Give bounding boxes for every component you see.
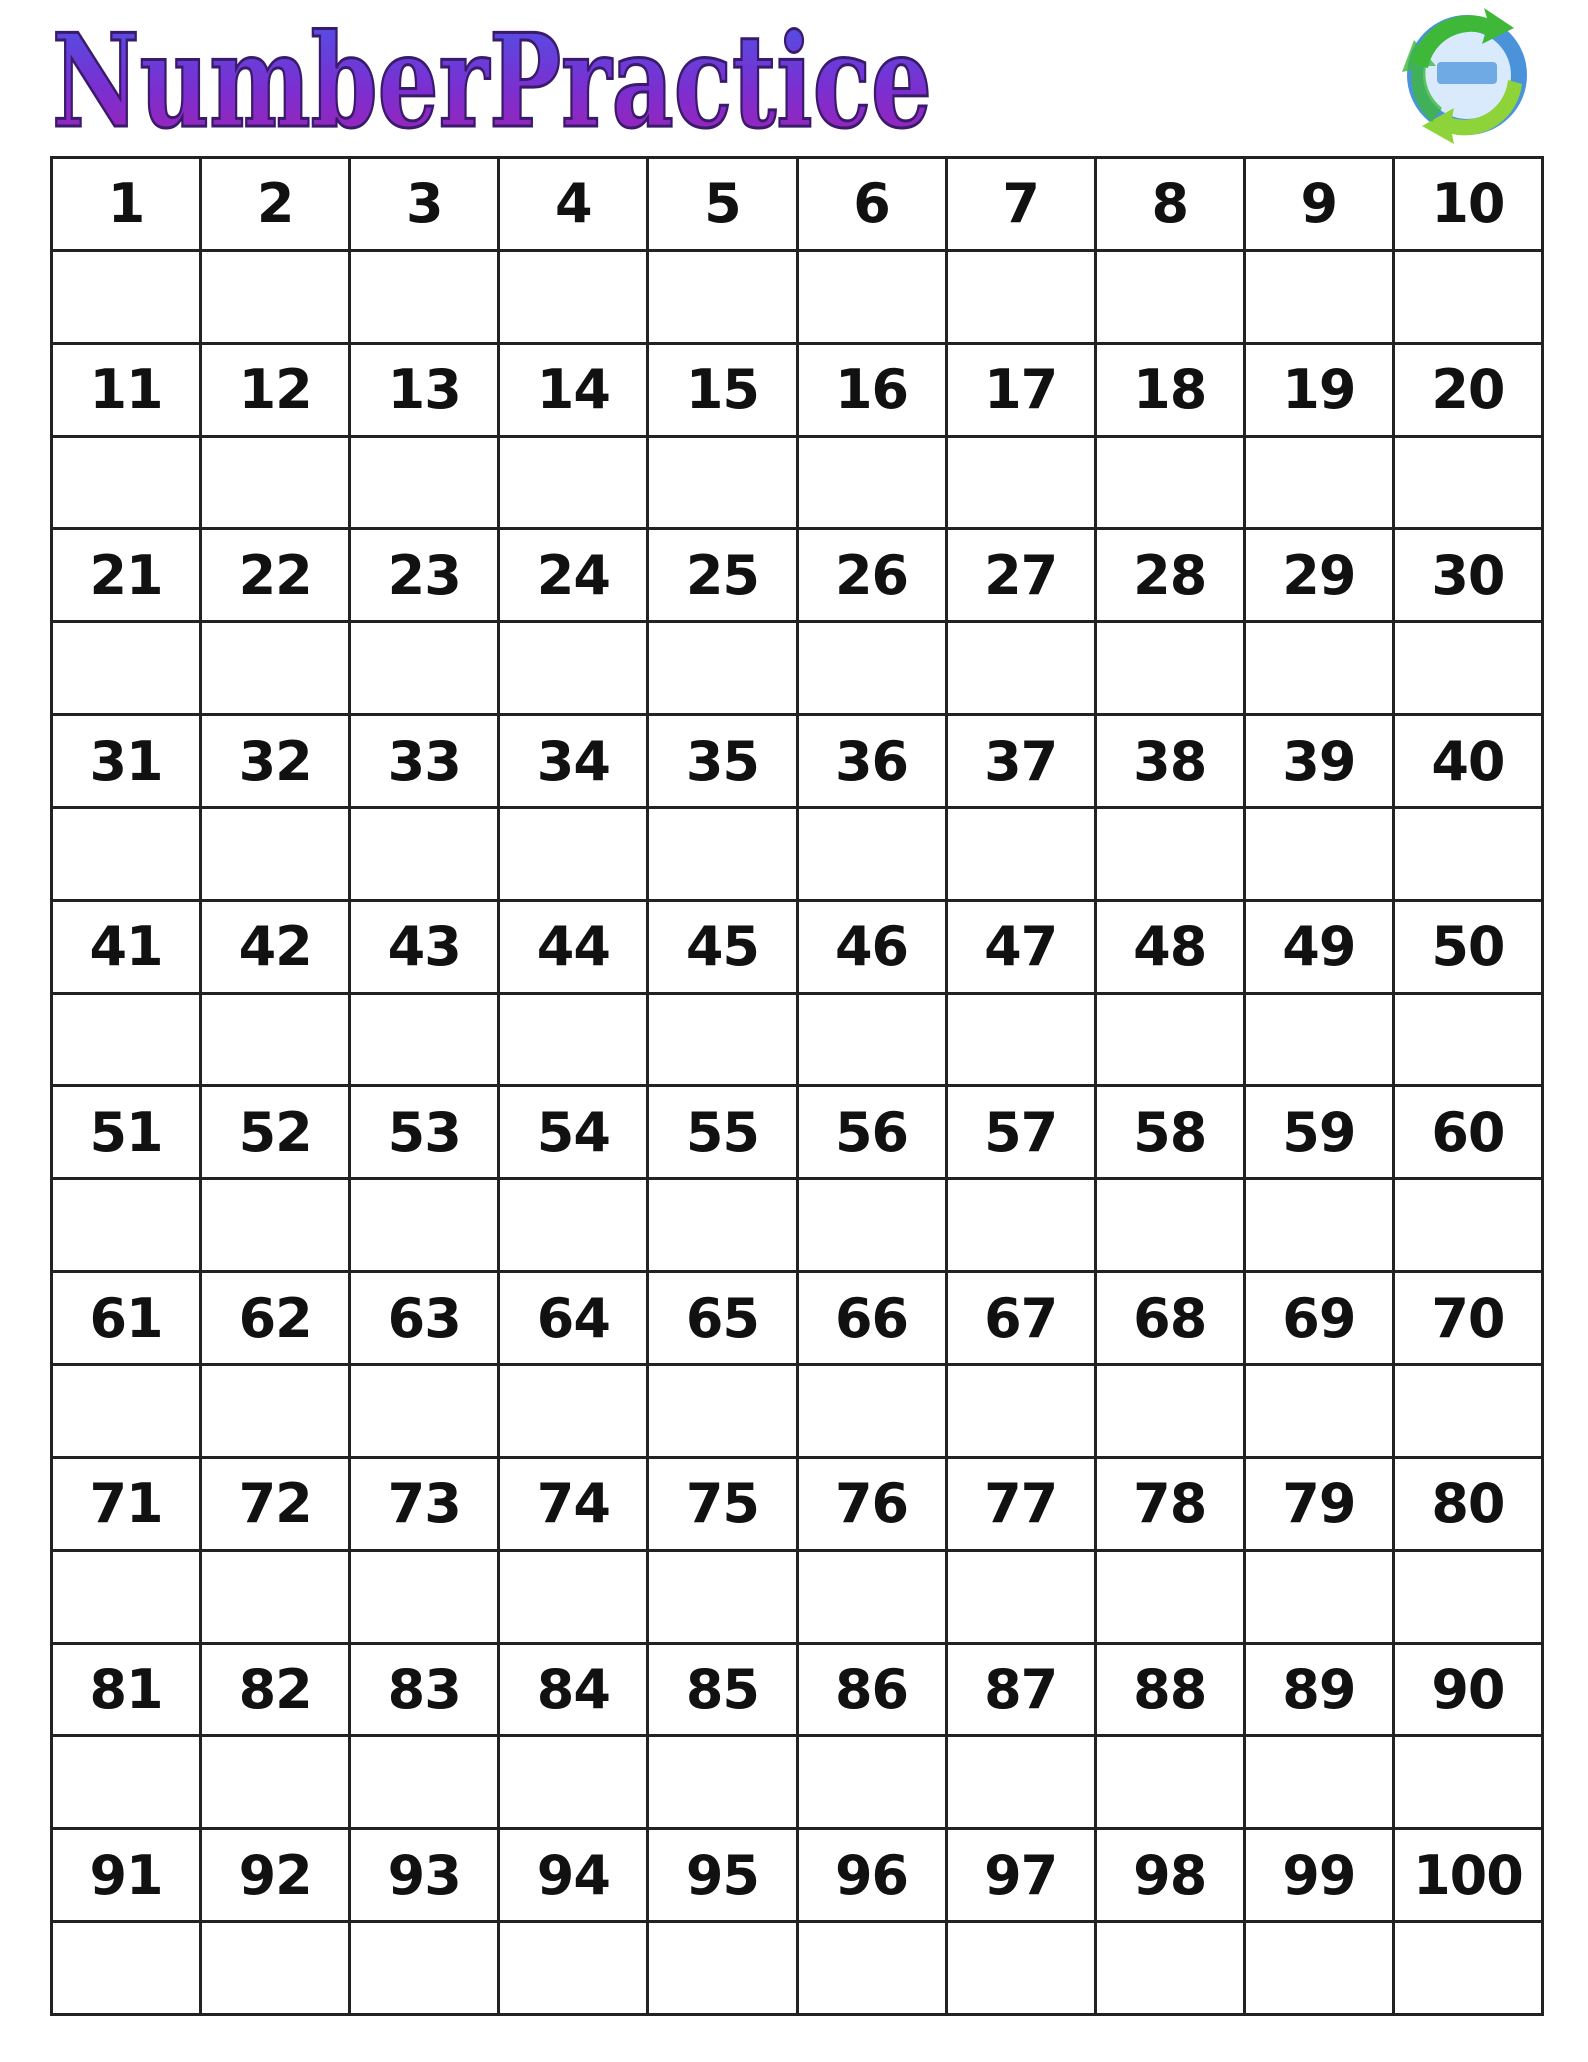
number-cell: 14 <box>500 345 649 438</box>
writing-cell[interactable] <box>1246 623 1395 716</box>
writing-cell[interactable] <box>1097 1737 1246 1830</box>
number-cell: 91 <box>53 1830 202 1923</box>
number-cell: 31 <box>53 716 202 809</box>
writing-cell[interactable] <box>649 1737 798 1830</box>
number-cell: 76 <box>799 1459 948 1552</box>
number-cell: 2 <box>202 159 351 252</box>
writing-cell[interactable] <box>202 1180 351 1273</box>
number-cell: 99 <box>1246 1830 1395 1923</box>
number-cell: 9 <box>1246 159 1395 252</box>
writing-cell[interactable] <box>202 1552 351 1645</box>
writing-cell[interactable] <box>799 1737 948 1830</box>
writing-cell[interactable] <box>202 1366 351 1459</box>
writing-cell[interactable] <box>1097 1366 1246 1459</box>
number-cell: 89 <box>1246 1645 1395 1738</box>
number-cell: 16 <box>799 345 948 438</box>
writing-cell[interactable] <box>649 995 798 1088</box>
writing-cell[interactable] <box>1097 809 1246 902</box>
number-cell: 43 <box>351 902 500 995</box>
number-cell: 7 <box>948 159 1097 252</box>
number-cell: 55 <box>649 1087 798 1180</box>
title-text: NumberPractice <box>52 7 932 157</box>
number-cell: 60 <box>1395 1087 1544 1180</box>
writing-cell[interactable] <box>53 438 202 531</box>
number-cell: 96 <box>799 1830 948 1923</box>
number-cell: 8 <box>1097 159 1246 252</box>
number-cell: 88 <box>1097 1645 1246 1738</box>
writing-cell[interactable] <box>53 1923 202 2016</box>
number-cell: 49 <box>1246 902 1395 995</box>
number-cell: 64 <box>500 1273 649 1366</box>
number-cell: 18 <box>1097 345 1246 438</box>
writing-cell[interactable] <box>1395 252 1544 345</box>
number-cell: 68 <box>1097 1273 1246 1366</box>
writing-cell[interactable] <box>948 252 1097 345</box>
writing-cell[interactable] <box>948 1923 1097 2016</box>
writing-cell[interactable] <box>948 809 1097 902</box>
number-cell: 74 <box>500 1459 649 1552</box>
writing-cell[interactable] <box>53 1366 202 1459</box>
number-cell: 11 <box>53 345 202 438</box>
number-cell: 38 <box>1097 716 1246 809</box>
writing-cell[interactable] <box>202 995 351 1088</box>
page-title <box>48 7 948 157</box>
number-cell: 58 <box>1097 1087 1246 1180</box>
writing-cell[interactable] <box>500 1737 649 1830</box>
number-cell: 97 <box>948 1830 1097 1923</box>
writing-cell[interactable] <box>1395 1366 1544 1459</box>
writing-cell[interactable] <box>799 995 948 1088</box>
number-cell: 94 <box>500 1830 649 1923</box>
writing-cell[interactable] <box>948 1366 1097 1459</box>
number-cell: 56 <box>799 1087 948 1180</box>
number-cell: 42 <box>202 902 351 995</box>
number-cell: 61 <box>53 1273 202 1366</box>
number-cell: 40 <box>1395 716 1544 809</box>
writing-cell[interactable] <box>948 1180 1097 1273</box>
number-cell: 75 <box>649 1459 798 1552</box>
number-cell: 32 <box>202 716 351 809</box>
writing-cell[interactable] <box>1395 623 1544 716</box>
writing-cell[interactable] <box>1097 438 1246 531</box>
writing-cell[interactable] <box>948 623 1097 716</box>
writing-cell[interactable] <box>1246 252 1395 345</box>
writing-cell[interactable] <box>1246 1366 1395 1459</box>
number-cell: 17 <box>948 345 1097 438</box>
writing-cell[interactable] <box>351 1366 500 1459</box>
writing-cell[interactable] <box>799 1552 948 1645</box>
writing-cell[interactable] <box>500 1180 649 1273</box>
number-cell: 80 <box>1395 1459 1544 1552</box>
number-cell: 44 <box>500 902 649 995</box>
writing-cell[interactable] <box>649 1552 798 1645</box>
writing-cell[interactable] <box>53 623 202 716</box>
writing-cell[interactable] <box>948 1552 1097 1645</box>
number-cell: 100 <box>1395 1830 1544 1923</box>
number-cell: 21 <box>53 530 202 623</box>
number-cell: 77 <box>948 1459 1097 1552</box>
writing-cell[interactable] <box>799 1180 948 1273</box>
number-cell: 52 <box>202 1087 351 1180</box>
recycle-logo-icon <box>1392 4 1542 146</box>
number-cell: 53 <box>351 1087 500 1180</box>
writing-cell[interactable] <box>1395 995 1544 1088</box>
writing-cell[interactable] <box>948 995 1097 1088</box>
writing-cell[interactable] <box>53 1737 202 1830</box>
number-cell: 35 <box>649 716 798 809</box>
number-cell: 41 <box>53 902 202 995</box>
number-cell: 3 <box>351 159 500 252</box>
writing-cell[interactable] <box>1097 1923 1246 2016</box>
number-cell: 90 <box>1395 1645 1544 1738</box>
writing-cell[interactable] <box>649 438 798 531</box>
writing-cell[interactable] <box>500 1552 649 1645</box>
number-cell: 63 <box>351 1273 500 1366</box>
writing-cell[interactable] <box>799 252 948 345</box>
writing-cell[interactable] <box>649 1366 798 1459</box>
writing-cell[interactable] <box>1097 623 1246 716</box>
number-cell: 46 <box>799 902 948 995</box>
number-cell: 82 <box>202 1645 351 1738</box>
writing-cell[interactable] <box>1395 438 1544 531</box>
writing-cell[interactable] <box>1395 1180 1544 1273</box>
number-cell: 87 <box>948 1645 1097 1738</box>
writing-cell[interactable] <box>948 1737 1097 1830</box>
number-cell: 59 <box>1246 1087 1395 1180</box>
number-cell: 51 <box>53 1087 202 1180</box>
number-cell: 15 <box>649 345 798 438</box>
writing-cell[interactable] <box>53 252 202 345</box>
number-cell: 45 <box>649 902 798 995</box>
writing-cell[interactable] <box>53 1180 202 1273</box>
writing-cell[interactable] <box>351 623 500 716</box>
writing-cell[interactable] <box>799 1366 948 1459</box>
number-cell: 30 <box>1395 530 1544 623</box>
writing-cell[interactable] <box>500 1366 649 1459</box>
writing-cell[interactable] <box>649 623 798 716</box>
number-cell: 10 <box>1395 159 1544 252</box>
number-grid <box>50 156 1544 2016</box>
writing-cell[interactable] <box>1395 1552 1544 1645</box>
number-cell: 50 <box>1395 902 1544 995</box>
number-cell: 22 <box>202 530 351 623</box>
writing-cell[interactable] <box>351 252 500 345</box>
writing-cell[interactable] <box>53 809 202 902</box>
number-cell: 5 <box>649 159 798 252</box>
number-cell: 20 <box>1395 345 1544 438</box>
writing-cell[interactable] <box>351 1180 500 1273</box>
writing-cell[interactable] <box>202 252 351 345</box>
writing-cell[interactable] <box>649 809 798 902</box>
number-cell: 71 <box>53 1459 202 1552</box>
writing-cell[interactable] <box>500 438 649 531</box>
number-cell: 1 <box>53 159 202 252</box>
writing-cell[interactable] <box>1395 1737 1544 1830</box>
number-cell: 33 <box>351 716 500 809</box>
writing-cell[interactable] <box>500 809 649 902</box>
number-cell: 86 <box>799 1645 948 1738</box>
writing-cell[interactable] <box>53 1552 202 1645</box>
number-cell: 92 <box>202 1830 351 1923</box>
title-graphic <box>48 7 948 157</box>
writing-cell[interactable] <box>1246 1923 1395 2016</box>
number-cell: 81 <box>53 1645 202 1738</box>
writing-cell[interactable] <box>1246 809 1395 902</box>
number-cell: 73 <box>351 1459 500 1552</box>
writing-cell[interactable] <box>500 252 649 345</box>
number-cell: 47 <box>948 902 1097 995</box>
number-cell: 54 <box>500 1087 649 1180</box>
writing-cell[interactable] <box>202 623 351 716</box>
number-cell: 57 <box>948 1087 1097 1180</box>
writing-cell[interactable] <box>500 1923 649 2016</box>
number-cell: 67 <box>948 1273 1097 1366</box>
number-cell: 4 <box>500 159 649 252</box>
number-cell: 36 <box>799 716 948 809</box>
number-cell: 37 <box>948 716 1097 809</box>
writing-cell[interactable] <box>202 1737 351 1830</box>
number-cell: 66 <box>799 1273 948 1366</box>
writing-cell[interactable] <box>1395 1923 1544 2016</box>
number-cell: 62 <box>202 1273 351 1366</box>
writing-cell[interactable] <box>799 438 948 531</box>
number-cell: 85 <box>649 1645 798 1738</box>
writing-cell[interactable] <box>799 623 948 716</box>
number-cell: 78 <box>1097 1459 1246 1552</box>
writing-cell[interactable] <box>351 1737 500 1830</box>
number-cell: 34 <box>500 716 649 809</box>
number-cell: 6 <box>799 159 948 252</box>
writing-cell[interactable] <box>1246 1180 1395 1273</box>
writing-cell[interactable] <box>1246 438 1395 531</box>
number-cell: 48 <box>1097 902 1246 995</box>
number-cell: 70 <box>1395 1273 1544 1366</box>
writing-cell[interactable] <box>1246 1737 1395 1830</box>
writing-cell[interactable] <box>351 809 500 902</box>
number-cell: 27 <box>948 530 1097 623</box>
writing-cell[interactable] <box>53 995 202 1088</box>
writing-cell[interactable] <box>649 1180 798 1273</box>
writing-cell[interactable] <box>1395 809 1544 902</box>
number-cell: 69 <box>1246 1273 1395 1366</box>
number-cell: 19 <box>1246 345 1395 438</box>
writing-cell[interactable] <box>202 1923 351 2016</box>
writing-cell[interactable] <box>1246 995 1395 1088</box>
writing-cell[interactable] <box>1097 1180 1246 1273</box>
writing-cell[interactable] <box>351 438 500 531</box>
number-cell: 95 <box>649 1830 798 1923</box>
number-cell: 24 <box>500 530 649 623</box>
number-cell: 98 <box>1097 1830 1246 1923</box>
number-cell: 79 <box>1246 1459 1395 1552</box>
writing-cell[interactable] <box>799 809 948 902</box>
writing-cell[interactable] <box>649 1923 798 2016</box>
number-cell: 26 <box>799 530 948 623</box>
number-cell: 72 <box>202 1459 351 1552</box>
number-cell: 39 <box>1246 716 1395 809</box>
writing-cell[interactable] <box>1246 1552 1395 1645</box>
writing-cell[interactable] <box>202 438 351 531</box>
writing-cell[interactable] <box>500 995 649 1088</box>
writing-cell[interactable] <box>351 995 500 1088</box>
number-cell: 29 <box>1246 530 1395 623</box>
writing-cell[interactable] <box>351 1552 500 1645</box>
number-cell: 84 <box>500 1645 649 1738</box>
writing-cell[interactable] <box>1097 252 1246 345</box>
writing-cell[interactable] <box>1097 995 1246 1088</box>
writing-cell[interactable] <box>948 438 1097 531</box>
number-cell: 23 <box>351 530 500 623</box>
number-cell: 83 <box>351 1645 500 1738</box>
number-cell: 65 <box>649 1273 798 1366</box>
number-cell: 13 <box>351 345 500 438</box>
number-cell: 12 <box>202 345 351 438</box>
writing-cell[interactable] <box>799 1923 948 2016</box>
number-cell: 28 <box>1097 530 1246 623</box>
writing-cell[interactable] <box>500 623 649 716</box>
number-cell: 25 <box>649 530 798 623</box>
writing-cell[interactable] <box>1097 1552 1246 1645</box>
number-cell: 93 <box>351 1830 500 1923</box>
writing-cell[interactable] <box>351 1923 500 2016</box>
writing-cell[interactable] <box>649 252 798 345</box>
writing-cell[interactable] <box>202 809 351 902</box>
